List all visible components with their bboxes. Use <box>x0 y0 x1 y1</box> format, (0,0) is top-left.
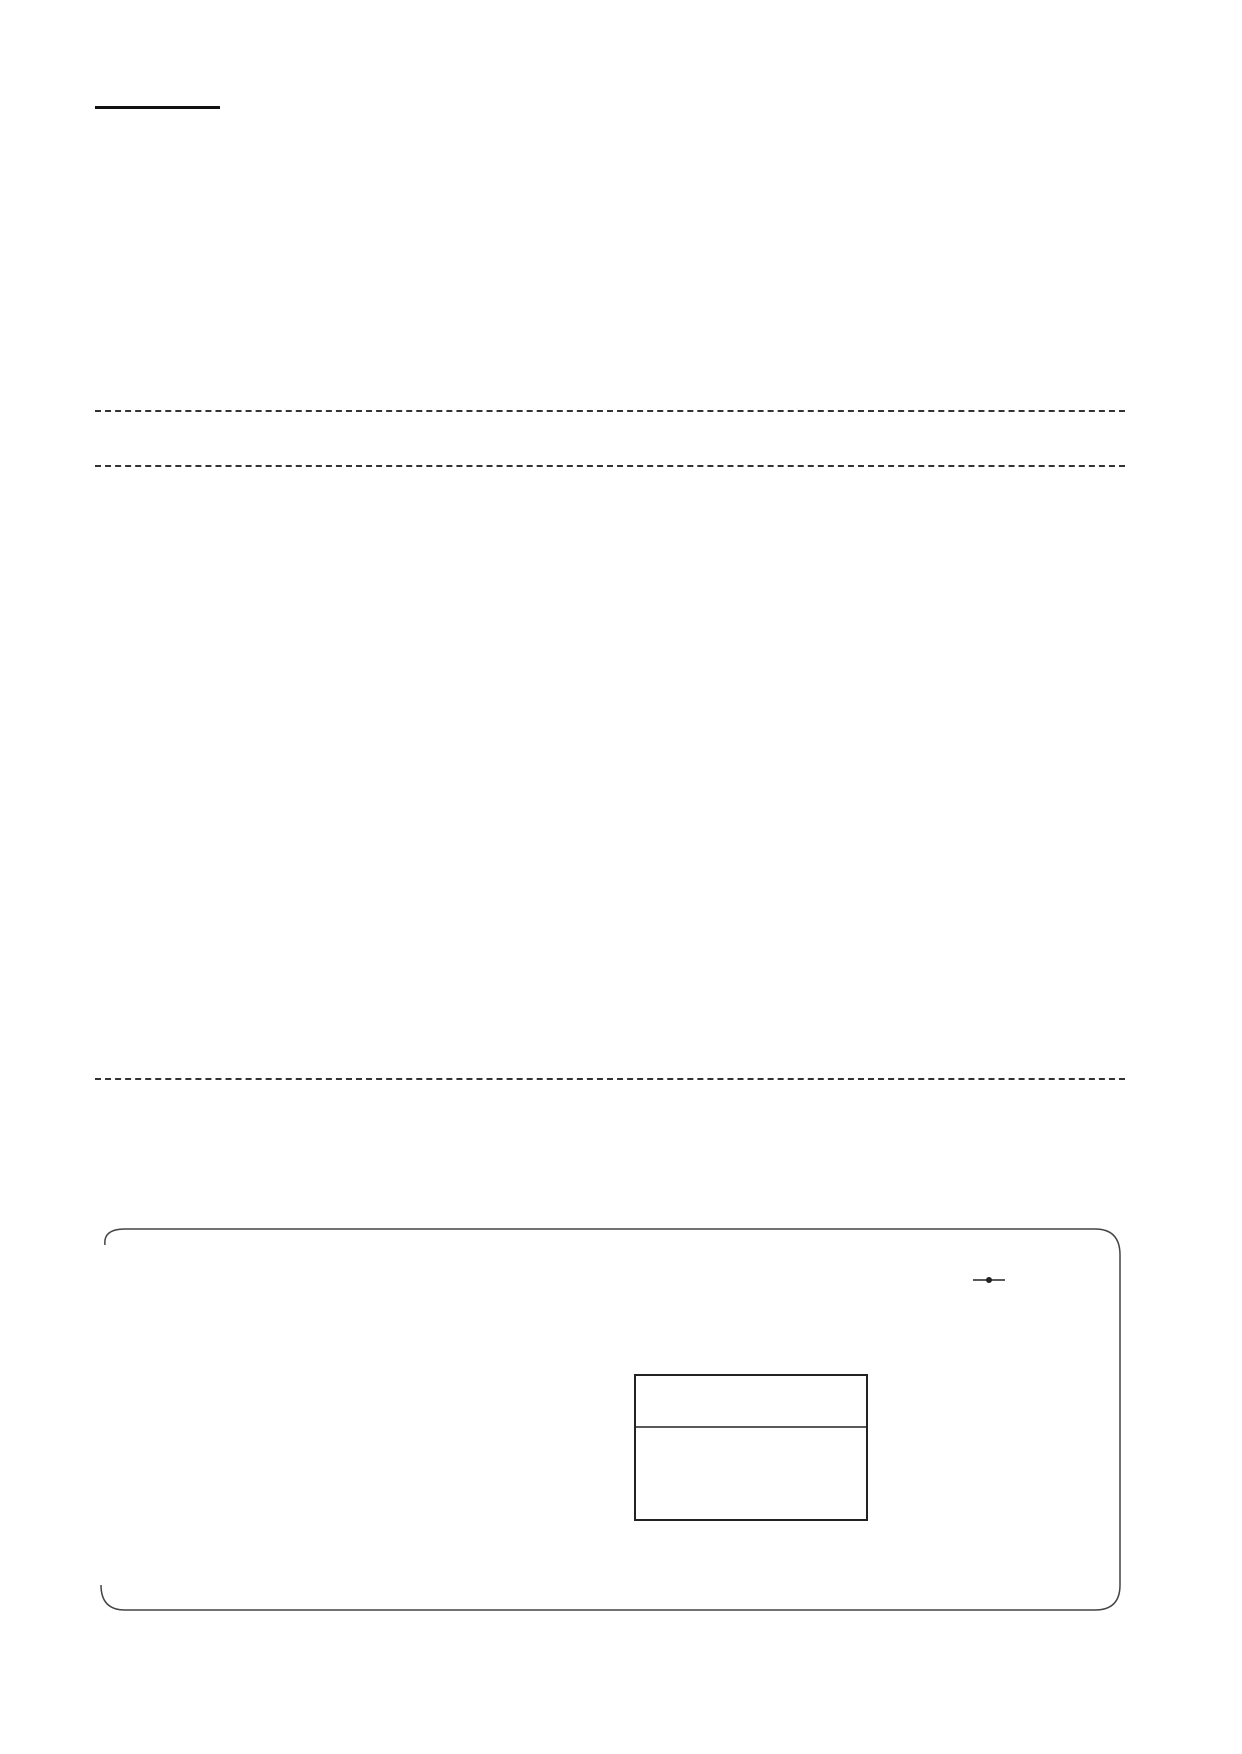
leq-line-chart <box>95 1225 1125 1615</box>
table-bottom-rule <box>95 1078 1125 1080</box>
table-header-rule <box>95 465 1125 467</box>
stamp-border <box>635 1375 867 1520</box>
table-top-rule <box>95 410 1125 412</box>
report-stamp <box>635 1375 867 1520</box>
sgs-logo <box>95 60 220 110</box>
logo-underline <box>95 106 220 109</box>
chart-legend <box>973 1277 1005 1283</box>
chart-frame <box>101 1229 1120 1610</box>
legend-marker <box>986 1277 992 1283</box>
